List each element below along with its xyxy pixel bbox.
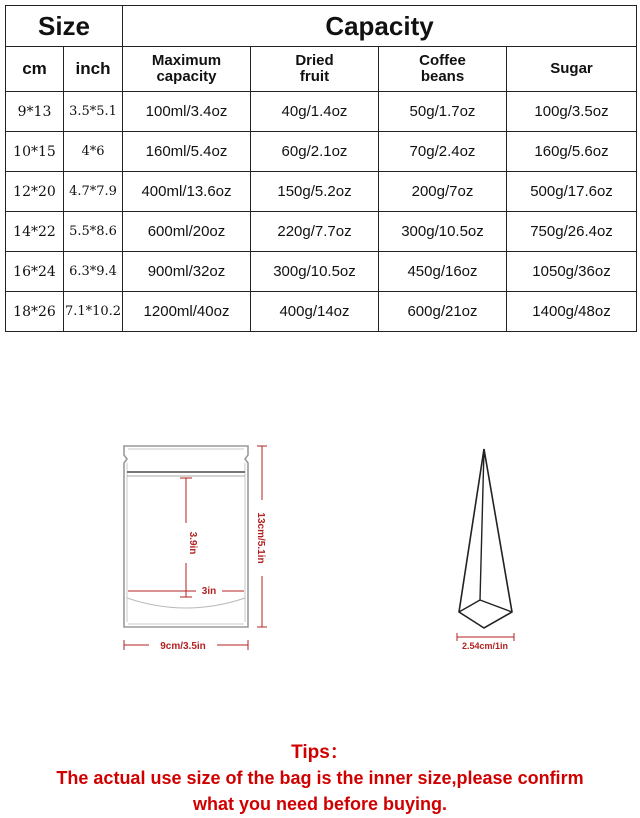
inner-height-label: 3.9in: [187, 531, 198, 555]
cell-coffee-beans: 200g/7oz: [379, 172, 507, 212]
cell-coffee-beans: 50g/1.7oz: [379, 92, 507, 132]
column-header-inch: inch: [64, 47, 123, 92]
cell-dried-fruit: 150g/5.2oz: [251, 172, 379, 212]
cell-max-capacity: 160ml/5.4oz: [123, 132, 251, 172]
side-bag-fold-left: [459, 600, 480, 612]
cell-cm: 12*20: [6, 172, 64, 212]
cell-inch: 3.5*5.1: [64, 92, 123, 132]
cell-coffee-beans: 70g/2.4oz: [379, 132, 507, 172]
column-header-sugar: Sugar: [507, 47, 637, 92]
cell-dried-fruit: 60g/2.1oz: [251, 132, 379, 172]
tips-line-1: The actual use size of the bag is the inner size,please confirm: [56, 768, 584, 788]
cell-dried-fruit: 400g/14oz: [251, 292, 379, 332]
cell-inch: 6.3*9.4: [64, 252, 123, 292]
cell-coffee-beans: 450g/16oz: [379, 252, 507, 292]
column-header-cm: cm: [6, 47, 64, 92]
cell-dried-fruit: 300g/10.5oz: [251, 252, 379, 292]
cell-inch: 7.1*10.2: [64, 292, 123, 332]
cell-cm: 10*15: [6, 132, 64, 172]
cell-inch: 4.7*7.9: [64, 172, 123, 212]
cell-sugar: 1050g/36oz: [507, 252, 637, 292]
column-header-dried-fruit-label: Dried fruit: [295, 52, 334, 85]
front-bag-diagram: [124, 446, 270, 652]
tips-body: [0, 765, 640, 817]
cell-coffee-beans: 600g/21oz: [379, 292, 507, 332]
cell-max-capacity: 900ml/32oz: [123, 252, 251, 292]
capacity-header: Capacity: [123, 6, 637, 47]
cell-max-capacity: 400ml/13.6oz: [123, 172, 251, 212]
size-header: Size: [6, 6, 123, 47]
cell-cm: 14*22: [6, 212, 64, 252]
side-depth-label: 2.54cm/1in: [461, 641, 509, 651]
tips-line-2: what you need before buying.: [192, 794, 448, 814]
cell-cm: 16*24: [6, 252, 64, 292]
side-bag-outline: [459, 449, 512, 628]
cell-sugar: 100g/3.5oz: [507, 92, 637, 132]
cell-max-capacity: 600ml/20oz: [123, 212, 251, 252]
cell-cm: 18*26: [6, 292, 64, 332]
cell-cm: 9*13: [6, 92, 64, 132]
cell-dried-fruit: 40g/1.4oz: [251, 92, 379, 132]
cell-max-capacity: 1200ml/40oz: [123, 292, 251, 332]
inner-width-label: 3in: [201, 586, 217, 597]
cell-inch: 5.5*8.6: [64, 212, 123, 252]
cell-max-capacity: 100ml/3.4oz: [123, 92, 251, 132]
side-bag-diagram: [457, 449, 514, 651]
side-bag-fold-right: [480, 600, 512, 612]
cell-sugar: 500g/17.6oz: [507, 172, 637, 212]
cell-inch: 4*6: [64, 132, 123, 172]
column-header-max-capacity-label: Maximum capacity: [151, 52, 222, 85]
cell-sugar: 750g/26.4oz: [507, 212, 637, 252]
tips-title: Tips：: [291, 742, 349, 763]
outer-height-label: 13cm/5.1in: [255, 512, 266, 564]
cell-sugar: 1400g/48oz: [507, 292, 637, 332]
outer-width-label: 9cm/3.5in: [160, 641, 206, 652]
column-header-coffee-beans-label: Coffee beans: [419, 52, 466, 85]
cell-sugar: 160g/5.6oz: [507, 132, 637, 172]
cell-coffee-beans: 300g/10.5oz: [379, 212, 507, 252]
cell-dried-fruit: 220g/7.7oz: [251, 212, 379, 252]
